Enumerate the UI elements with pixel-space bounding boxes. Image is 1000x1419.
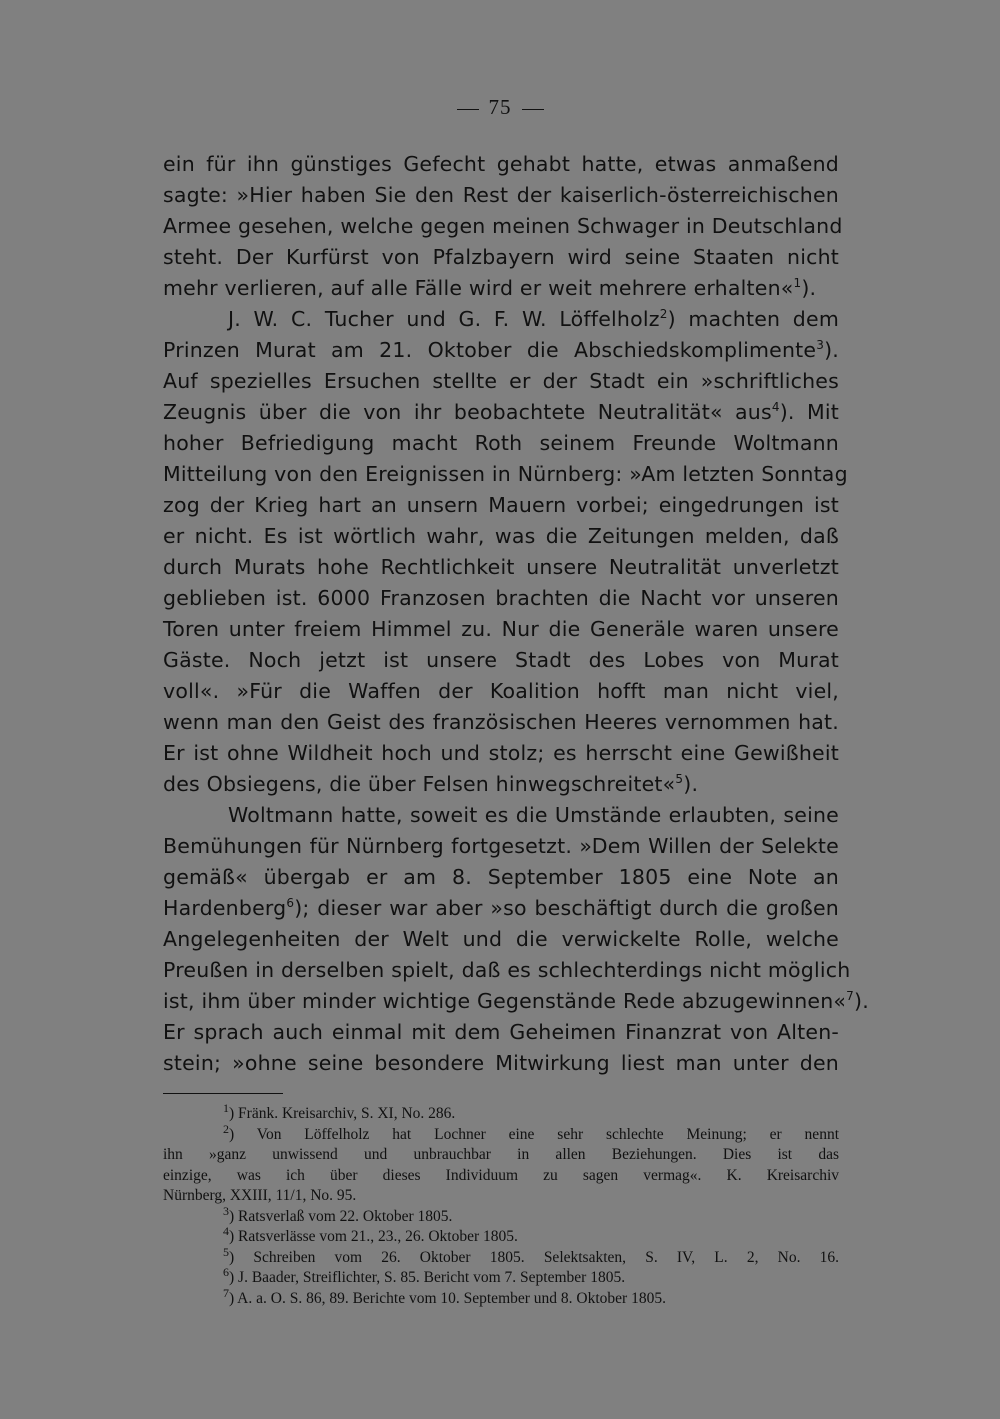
text-line — [163, 769, 839, 800]
text-line — [163, 459, 848, 490]
text-line — [163, 676, 839, 707]
text-line — [163, 955, 851, 986]
text-line-tail: ) machten dem — [667, 307, 839, 331]
footnote-text: einzige, was ich über dieses Individuum zu sagen vermag«. K. Kreisarchiv — [163, 1166, 839, 1184]
text-line-content: stein; »ohne seine besondere Mitwirkung liest man unter den — [163, 1051, 839, 1075]
footnote-line — [163, 1285, 839, 1310]
text-line-content: Angelegenheiten der Welt und die verwickelte Rolle, welche — [163, 927, 839, 951]
main-text — [163, 149, 869, 1079]
text-line-content: J. W. C. Tucher und G. F. W. Löffelholz — [228, 307, 660, 331]
footnote-text: ) Von Löffelholz hat Lochner eine sehr schlechte Meinung; er nennt — [229, 1125, 839, 1143]
text-line-content: gemäß« übergab er am 8. September 1805 eine Note an — [163, 865, 839, 889]
footnote-number: 3 — [223, 1203, 229, 1218]
text-line-content: geblieben ist. 6000 Franzosen brachten die Nacht vor unseren — [163, 586, 839, 610]
text-line — [163, 366, 839, 397]
text-line — [163, 800, 839, 831]
footnotes — [163, 1100, 839, 1309]
text-line-content: zog der Krieg hart an unsern Mauern vorbei; eingedrungen ist — [163, 493, 839, 517]
footnote-marker: 2 — [659, 307, 668, 322]
text-line-content: Er ist ohne Wildheit hoch und stolz; es herrscht eine Gewißheit — [163, 741, 839, 765]
text-line-content: Armee gesehen, welche gegen meinen Schwager in Deutschland — [163, 214, 843, 238]
page-number: 75 — [488, 95, 512, 119]
footnote-marker: 5 — [675, 772, 684, 787]
text-line-content: sagte: »Hier haben Sie den Rest der kaiserlich-österreichischen — [163, 183, 839, 207]
header-dash-left — [457, 109, 479, 110]
text-line-content: Auf spezielles Ersuchen stellte er der Stadt ein »schriftliches — [163, 369, 839, 393]
text-line-content: ein für ihn günstiges Gefecht gehabt hatte, etwas anmaßend — [163, 152, 839, 176]
text-line-content: Prinzen Murat am 21. Oktober die Abschiedskomplimente — [163, 338, 817, 362]
text-line — [163, 1048, 839, 1079]
footnote-text: ) J. Baader, Streiflichter, S. 85. Bericht vom 7. September 1805. — [229, 1269, 626, 1286]
text-line-content: Gäste. Noch jetzt ist unsere Stadt des Lobes von Murat — [163, 648, 839, 672]
text-line-content: Zeugnis über die von ihr beobachtete Neutralität« aus — [163, 400, 772, 424]
text-line — [163, 645, 839, 676]
text-line-content: er nicht. Es ist wörtlich wahr, was die Zeitungen melden, daß — [163, 524, 839, 548]
text-line — [163, 924, 839, 955]
footnote-marker: 7 — [846, 989, 855, 1004]
text-line — [163, 304, 839, 335]
footnote-text: ) Schreiben vom 26. Oktober 1805. Selektsakten, S. IV, L. 2, No. 16. — [229, 1248, 839, 1266]
text-line — [163, 149, 839, 180]
footnote-line — [163, 1264, 839, 1289]
text-line-content: Woltmann hatte, soweit es die Umstände erlaubten, seine — [228, 803, 839, 827]
footnote-number: 4 — [223, 1223, 229, 1238]
footnote-number: 5 — [223, 1244, 229, 1259]
footnote-separator — [163, 1093, 283, 1094]
footnote-text: ) Ratsverlaß vom 22. Oktober 1805. — [229, 1207, 453, 1225]
text-line-content: hoher Befriedigung macht Roth seinem Freunde Woltmann — [163, 431, 839, 455]
text-line-content: mehr verlieren, auf alle Fälle wird er weit mehrere erhalten« — [163, 276, 794, 300]
text-line — [163, 490, 839, 521]
text-line — [163, 428, 839, 459]
footnote-line — [163, 1100, 839, 1125]
text-line — [163, 211, 843, 242]
text-line-tail: ). — [683, 772, 699, 796]
text-line-content: steht. Der Kurfürst von Pfalzbayern wird seine Staaten nicht — [163, 245, 839, 269]
text-line-tail: ). — [801, 276, 817, 300]
text-line — [163, 707, 839, 738]
text-line-content: Bemühungen für Nürnberg fortgesetzt. »Dem Willen der Selekte — [163, 834, 839, 858]
text-line-content: Preußen in derselben spielt, daß es schlechterdings nicht möglich — [163, 958, 851, 982]
text-line-content: ist, ihm über minder wichtige Gegenstände Rede abzugewinnen« — [163, 989, 847, 1013]
text-line — [163, 552, 839, 583]
footnote-number: 1 — [223, 1100, 229, 1115]
text-line — [163, 335, 839, 366]
text-line — [163, 273, 839, 304]
footnote-line — [163, 1121, 839, 1146]
text-line-content: Toren unter freiem Himmel zu. Nur die Generäle waren unsere — [163, 617, 839, 641]
footnote-line — [163, 1244, 839, 1269]
footnote-text: Nürnberg, XXIII, 11/1, No. 95. — [163, 1187, 357, 1204]
text-line-content: Er sprach auch einmal mit dem Geheimen Finanzrat von Alten- — [163, 1020, 839, 1044]
footnote-number: 6 — [223, 1264, 229, 1279]
text-line — [163, 738, 839, 769]
text-line — [163, 831, 839, 862]
text-line — [163, 1017, 839, 1048]
footnote-line — [163, 1166, 839, 1187]
text-line — [163, 893, 839, 924]
footnote-text: ) Ratsverlässe vom 21., 23., 26. Oktober 1805. — [229, 1228, 518, 1245]
text-line-content: Mitteilung von den Ereignissen in Nürnberg: »Am letzten Sonntag — [163, 462, 848, 486]
footnote-number: 2 — [223, 1121, 229, 1136]
text-line — [163, 583, 839, 614]
footnote-text: ) A. a. O. S. 86, 89. Berichte vom 10. September und 8. Oktober 1805. — [229, 1289, 666, 1307]
text-line-content: voll«. »Für die Waffen der Koalition hofft man nicht viel, — [163, 679, 839, 703]
footnote-line — [163, 1145, 839, 1166]
text-line-content: wenn man den Geist des französischen Heeres vernommen hat. — [163, 710, 839, 734]
footnote-line — [163, 1203, 839, 1228]
footnote-number: 7 — [223, 1285, 229, 1300]
footnote-marker: 4 — [771, 400, 780, 415]
text-line — [163, 180, 839, 211]
text-line-content: Hardenberg — [163, 896, 287, 920]
footnote-text: ihn »ganz unwissend und unbrauchbar in allen Beziehungen. Dies ist das — [163, 1146, 839, 1163]
header-dash-right — [522, 109, 544, 110]
text-line — [163, 614, 839, 645]
page-header — [0, 95, 1000, 120]
text-line-tail: ); dieser war aber »so beschäftigt durch die großen — [294, 896, 839, 920]
footnote-marker: 6 — [286, 896, 295, 911]
footnote-line — [163, 1223, 839, 1248]
text-line-content: des Obsiegens, die über Felsen hinwegschreitet« — [163, 772, 676, 796]
text-line — [163, 862, 839, 893]
text-line — [163, 242, 839, 273]
text-line-tail: ). — [824, 338, 839, 362]
text-line — [163, 521, 839, 552]
text-line-tail: ). — [854, 989, 869, 1013]
text-line — [163, 986, 869, 1017]
text-line-content: durch Murats hohe Rechtlichkeit unsere Neutralität unverletzt — [163, 555, 839, 579]
text-line — [163, 397, 839, 428]
footnote-marker: 1 — [793, 276, 802, 291]
footnote-line — [163, 1186, 839, 1207]
text-line-tail: ). Mit — [779, 400, 839, 424]
footnote-marker: 3 — [816, 338, 825, 353]
footnote-text: ) Fränk. Kreisarchiv, S. XI, No. 286. — [229, 1105, 456, 1122]
